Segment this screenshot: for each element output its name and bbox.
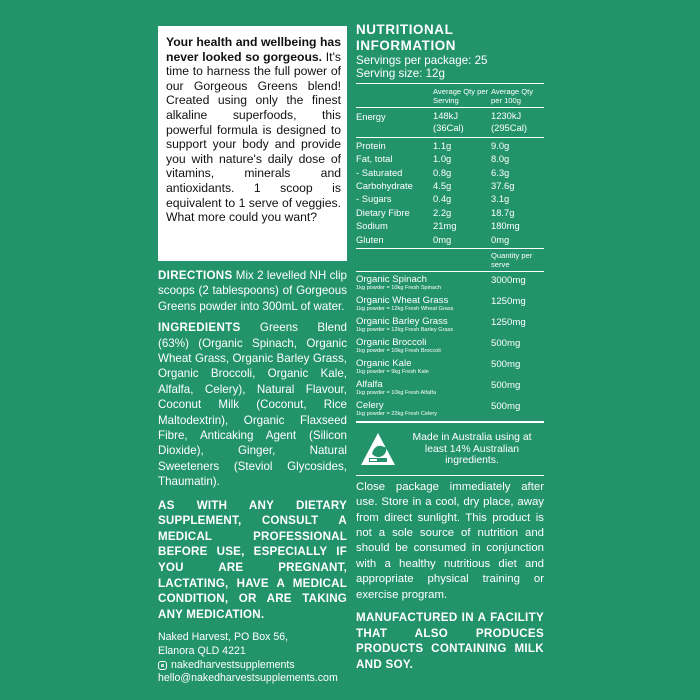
nutrient-row: Dietary Fibre 2.2g 18.7g [356, 206, 515, 218]
nutrient-row: Protein 1.1g 9.0g [356, 139, 510, 151]
organic-row: Organic Wheat Grass 1kg powder = 12kg Fresh Wheat Grass 1250mg [356, 295, 526, 313]
email-link[interactable]: hello@nakedharvestsupplements.com [158, 672, 338, 685]
col-per-100g: Average Qty per 100g [491, 86, 534, 105]
made-in-australia [356, 421, 544, 475]
made-in-australia-text: Made in Australia using at least 14% Australian ingredients. [412, 432, 532, 467]
right-column [356, 22, 544, 672]
address-line-1: Naked Harvest, PO Box 56, [158, 631, 289, 644]
energy-serving-cal: (36Cal) [433, 121, 464, 133]
ingredients-section [158, 320, 347, 489]
instagram-handle[interactable]: nakedharvestsupplements [171, 658, 295, 671]
nutrient-row: Gluten 0mg 0mg [356, 233, 510, 245]
intro-headline: Your health and wellbeing has never looked so gorgeous. [166, 35, 341, 64]
ingredients-label: INGREDIENTS [158, 321, 241, 335]
nutrient-row: - Sugars 0.4g 3.1g [356, 193, 510, 205]
organic-row: Alfalfa 1kg powder = 10kg Fresh Alfalfa 500mg [356, 379, 521, 397]
energy-label: Energy [356, 110, 386, 122]
directions-label: DIRECTIONS [158, 269, 233, 282]
left-column [158, 26, 347, 686]
organic-row: Organic Spinach 1kg powder = 10kg Fresh Spinach 3000mg [356, 274, 526, 292]
serving-size: Serving size: 12g [356, 67, 445, 81]
col-per-serving: Average Qty per Serving [433, 86, 489, 105]
address-line-2: Elanora QLD 4221 [158, 645, 246, 658]
medical-warning: AS WITH ANY DIETARY SUPPLEMENT, CONSULT A MEDICAL PROFESSIONAL BEFORE USE, ESPECIALLY IF YOU ARE PREGNANT, LACTATING, HAVE A MEDICAL CONDITION, OR ARE TAKING ANY MEDICATION. [158, 498, 347, 621]
organic-ingredients [356, 271, 544, 421]
australian-made-logo-icon [360, 432, 396, 466]
instagram-row[interactable] [158, 659, 347, 673]
energy-100g-kj: 1230kJ [491, 109, 522, 121]
servings-per-package: Servings per package: 25 [356, 54, 488, 67]
nutrition-header-row [356, 84, 544, 107]
intro-box [158, 26, 347, 261]
energy-serving-kj: 148kJ [433, 109, 459, 121]
organic-row: Organic Kale 1kg powder = 9kg Fresh Kale 500mg [356, 358, 521, 376]
directions-text: Mix 2 levelled NH clip scoops (2 tablespoons) of Gorgeous Greens powder into 300mL of water. [158, 269, 347, 313]
energy-row [356, 107, 544, 137]
allergen-statement: MANUFACTURED IN A FACILITY THAT ALSO PRODUCES PRODUCTS CONTAINING MILK AND SOY. [356, 611, 544, 671]
directions-section [158, 268, 347, 314]
storage-instructions: Close package immediately after use. Store in a cool, dry place, away from direct sunlight. This product is not a sole source of nutrition and should be consumed in conjunction with a healthy nutritious diet and appropriate physical training or exercise program. [356, 475, 544, 603]
instagram-icon [158, 661, 167, 670]
quantity-per-serve-label: Quantity per serve [491, 251, 533, 270]
nutrient-row: Sodium 21mg 180mg [356, 220, 520, 232]
nutrition-table [356, 83, 544, 248]
nutrient-row: Fat, total 1.0g 8.0g [356, 153, 510, 165]
organic-row: Organic Barley Grass 1kg powder = 12kg Fresh Barley Grass 1250mg [356, 316, 526, 334]
energy-100g-cal: (295Cal) [491, 121, 527, 133]
nutrient-row: - Saturated 0.8g 6.3g [356, 166, 510, 178]
intro-text: It's time to harness the full power of our Gorgeous Greens blend! Created using only the finest alkaline superfoods, this powerful formula is designed to support your body and provide you with nature's daily dose of vitamins, minerals and antioxidants. 1 scoop is equivalent to 1 serve of veggies. What more could you want? [166, 49, 341, 225]
organic-row: Organic Broccoli 1kg powder = 10kg Fresh Broccoli 500mg [356, 337, 521, 355]
nutrient-row: Carbohydrate 4.5g 37.6g [356, 180, 515, 192]
organic-row: Celery 1kg powder = 22kg Fresh Celery 500mg [356, 400, 521, 418]
company-address [158, 631, 347, 685]
nutrition-title: NUTRITIONAL INFORMATION [356, 22, 457, 53]
ingredients-text: Greens Blend (63%) (Organic Spinach, Organic Wheat Grass, Organic Barley Grass, Organic Broccoli, Organic Kale, Alfalfa, Celery), Natural Flavour, Coconut Milk (Coconut, Rice Maltodextrin), Organic Flaxseed Fibre, Anticaking Agent (Silicon Dioxide), Ginger, Natural Sweeteners (Steviol Glycosides, Thaumatin). [158, 321, 347, 489]
quantity-header [356, 248, 544, 271]
nutrient-rows [356, 137, 544, 248]
